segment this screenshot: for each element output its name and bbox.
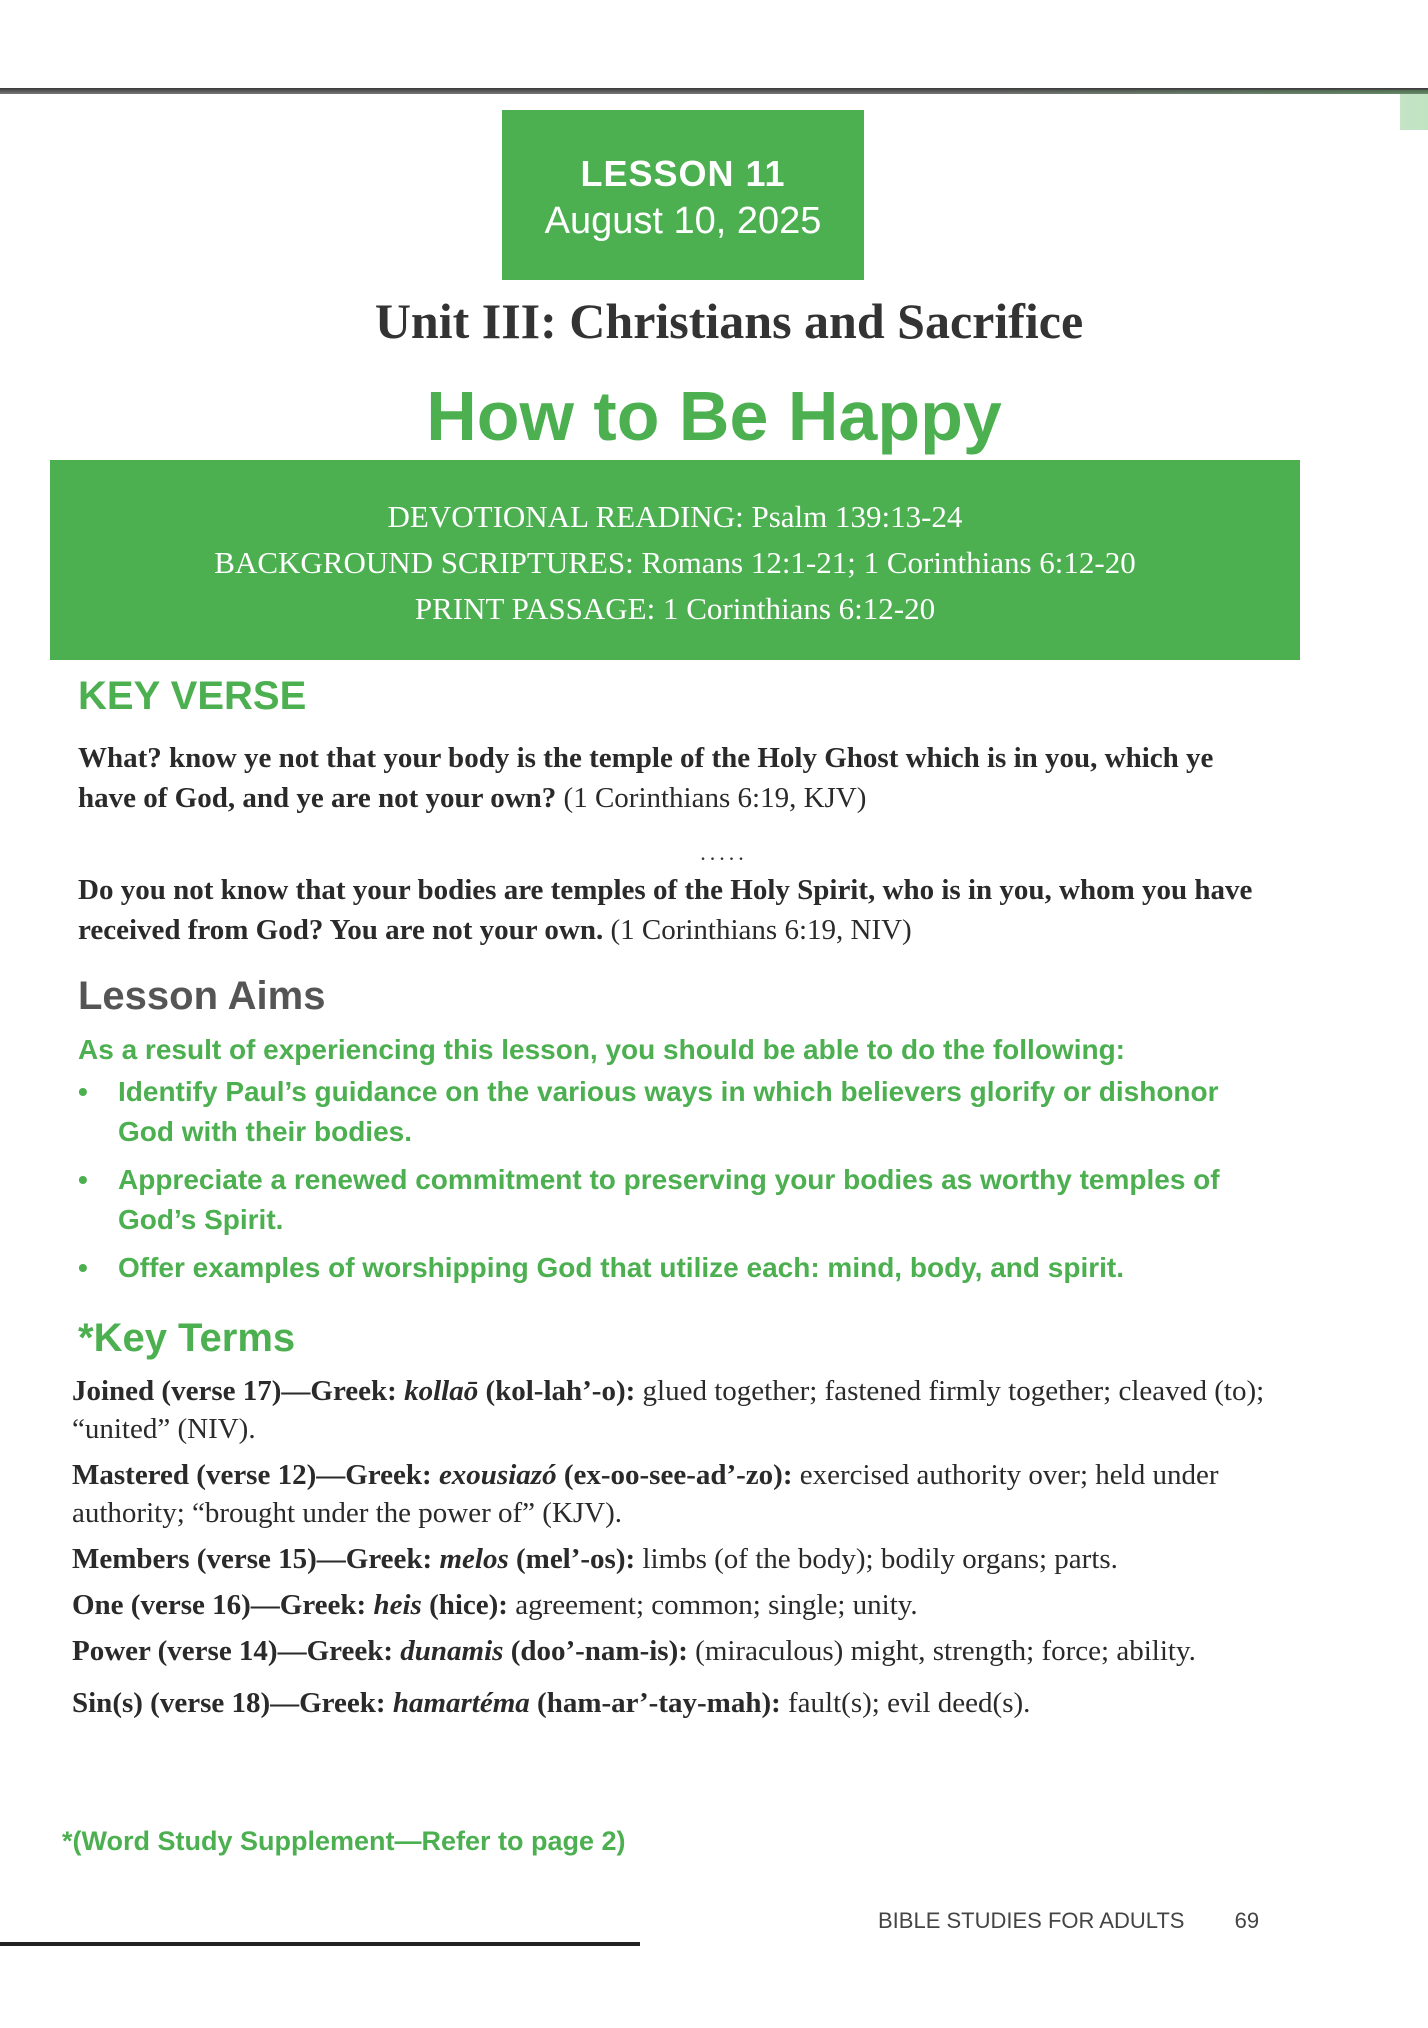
key-verse-kjv — [78, 738, 1268, 818]
term-entry — [72, 1586, 1272, 1624]
verse-separator: ..... — [700, 840, 748, 865]
term-definition: glued together; fastened firmly together; cleaved (to); “united” (NIV). — [72, 1375, 1265, 1445]
lesson-number: LESSON 11 — [580, 153, 786, 194]
term-word: Joined (verse 17)—Greek: — [72, 1375, 397, 1407]
niv-reference: (1 Corinthians 6:19, NIV) — [610, 914, 912, 946]
term-pronunciation: (ex-oo-see-ad’-zo): — [563, 1459, 793, 1491]
lesson-aims-heading: Lesson Aims — [78, 974, 326, 1018]
term-definition: (miraculous) might, strength; force; ability. — [695, 1635, 1196, 1667]
key-verse-heading: KEY VERSE — [78, 674, 307, 718]
word-study-note: *(Word Study Supplement—Refer to page 2) — [62, 1826, 626, 1856]
bullet-icon: • — [78, 1164, 88, 1195]
lesson-title: How to Be Happy — [426, 377, 1002, 455]
aim-item — [78, 1248, 1278, 1288]
lesson-badge — [502, 110, 864, 280]
term-greek: exousiazó — [438, 1459, 557, 1491]
term-word: Power (verse 14)—Greek: — [72, 1635, 394, 1667]
term-entry — [72, 1684, 1272, 1722]
bullet-icon: • — [78, 1076, 88, 1107]
readings-banner — [50, 460, 1300, 660]
key-verse-niv — [78, 870, 1268, 950]
aim-item — [78, 1072, 1278, 1152]
scan-top-edge — [0, 0, 1428, 92]
term-definition: agreement; common; single; unity. — [515, 1589, 918, 1621]
key-terms-heading: *Key Terms — [78, 1316, 296, 1360]
term-greek: hamartéma — [392, 1687, 530, 1719]
scan-bottom-edge — [0, 1942, 1428, 2028]
background-scriptures: BACKGROUND SCRIPTURES: Romans 12:1-21; 1 Corinthians 6:12-20 — [214, 545, 1136, 580]
print-passage: PRINT PASSAGE: 1 Corinthians 6:12-20 — [414, 591, 936, 626]
aim-item — [78, 1160, 1278, 1240]
term-definition: exercised authority over; held under authority; “brought under the power of” (KJV). — [72, 1459, 1219, 1529]
term-entry — [72, 1372, 1272, 1448]
term-greek: heis — [373, 1589, 422, 1621]
term-entry — [72, 1632, 1272, 1670]
aim-text: Offer examples of worshipping God that utilize each: mind, body, and spirit. — [118, 1252, 1125, 1283]
term-word: Sin(s) (verse 18)—Greek: — [72, 1687, 386, 1719]
kjv-reference: (1 Corinthians 6:19, KJV) — [563, 782, 867, 814]
term-pronunciation: (kol-lah’-o): — [485, 1375, 636, 1407]
publication-name: BIBLE STUDIES FOR ADULTS — [878, 1908, 1185, 1933]
term-pronunciation: (ham-ar’-tay-mah): — [537, 1687, 781, 1719]
term-word: One (verse 16)—Greek: — [72, 1589, 367, 1621]
key-terms-list — [72, 1372, 1272, 1730]
devotional-reading: DEVOTIONAL READING: Psalm 139:13-24 — [387, 499, 963, 534]
term-pronunciation: (hice): — [429, 1589, 508, 1621]
page-number: 69 — [1234, 1908, 1260, 1933]
aim-text: Identify Paul’s guidance on the various ways in which believers glorify or dishonor God with their bodies. — [118, 1076, 1219, 1147]
aim-text: Appreciate a renewed commitment to preserving your bodies as worthy temples of God’s Spirit. — [118, 1164, 1220, 1235]
term-pronunciation: (mel’-os): — [516, 1543, 636, 1575]
unit-title: Unit III: Christians and Sacrifice — [374, 293, 1084, 349]
term-definition: limbs (of the body); bodily organs; parts. — [642, 1543, 1118, 1575]
term-word: Members (verse 15)—Greek: — [72, 1543, 433, 1575]
term-entry — [72, 1540, 1272, 1578]
term-greek: melos — [439, 1543, 509, 1575]
term-word: Mastered (verse 12)—Greek: — [72, 1459, 432, 1491]
page-footer — [878, 1908, 1259, 1934]
bullet-icon: • — [78, 1252, 88, 1283]
lesson-aims-intro: As a result of experiencing this lesson, you should be able to do the following: — [78, 1034, 1126, 1065]
term-pronunciation: (doo’-nam-is): — [510, 1635, 688, 1667]
lesson-aims-list — [78, 1072, 1278, 1296]
term-greek: kollaō — [404, 1375, 479, 1407]
lesson-date: August 10, 2025 — [544, 200, 822, 242]
term-greek: dunamis — [400, 1635, 504, 1667]
niv-text: Do you not know that your bodies are temples of the Holy Spirit, who is in you, whom you have received from God? You are not your own. — [78, 874, 1253, 946]
term-entry — [72, 1456, 1272, 1532]
term-definition: fault(s); evil deed(s). — [788, 1687, 1031, 1719]
kjv-text: What? know ye not that your body is the temple of the Holy Ghost which is in you, which ye have of God, and ye are not your own? — [78, 742, 1214, 814]
